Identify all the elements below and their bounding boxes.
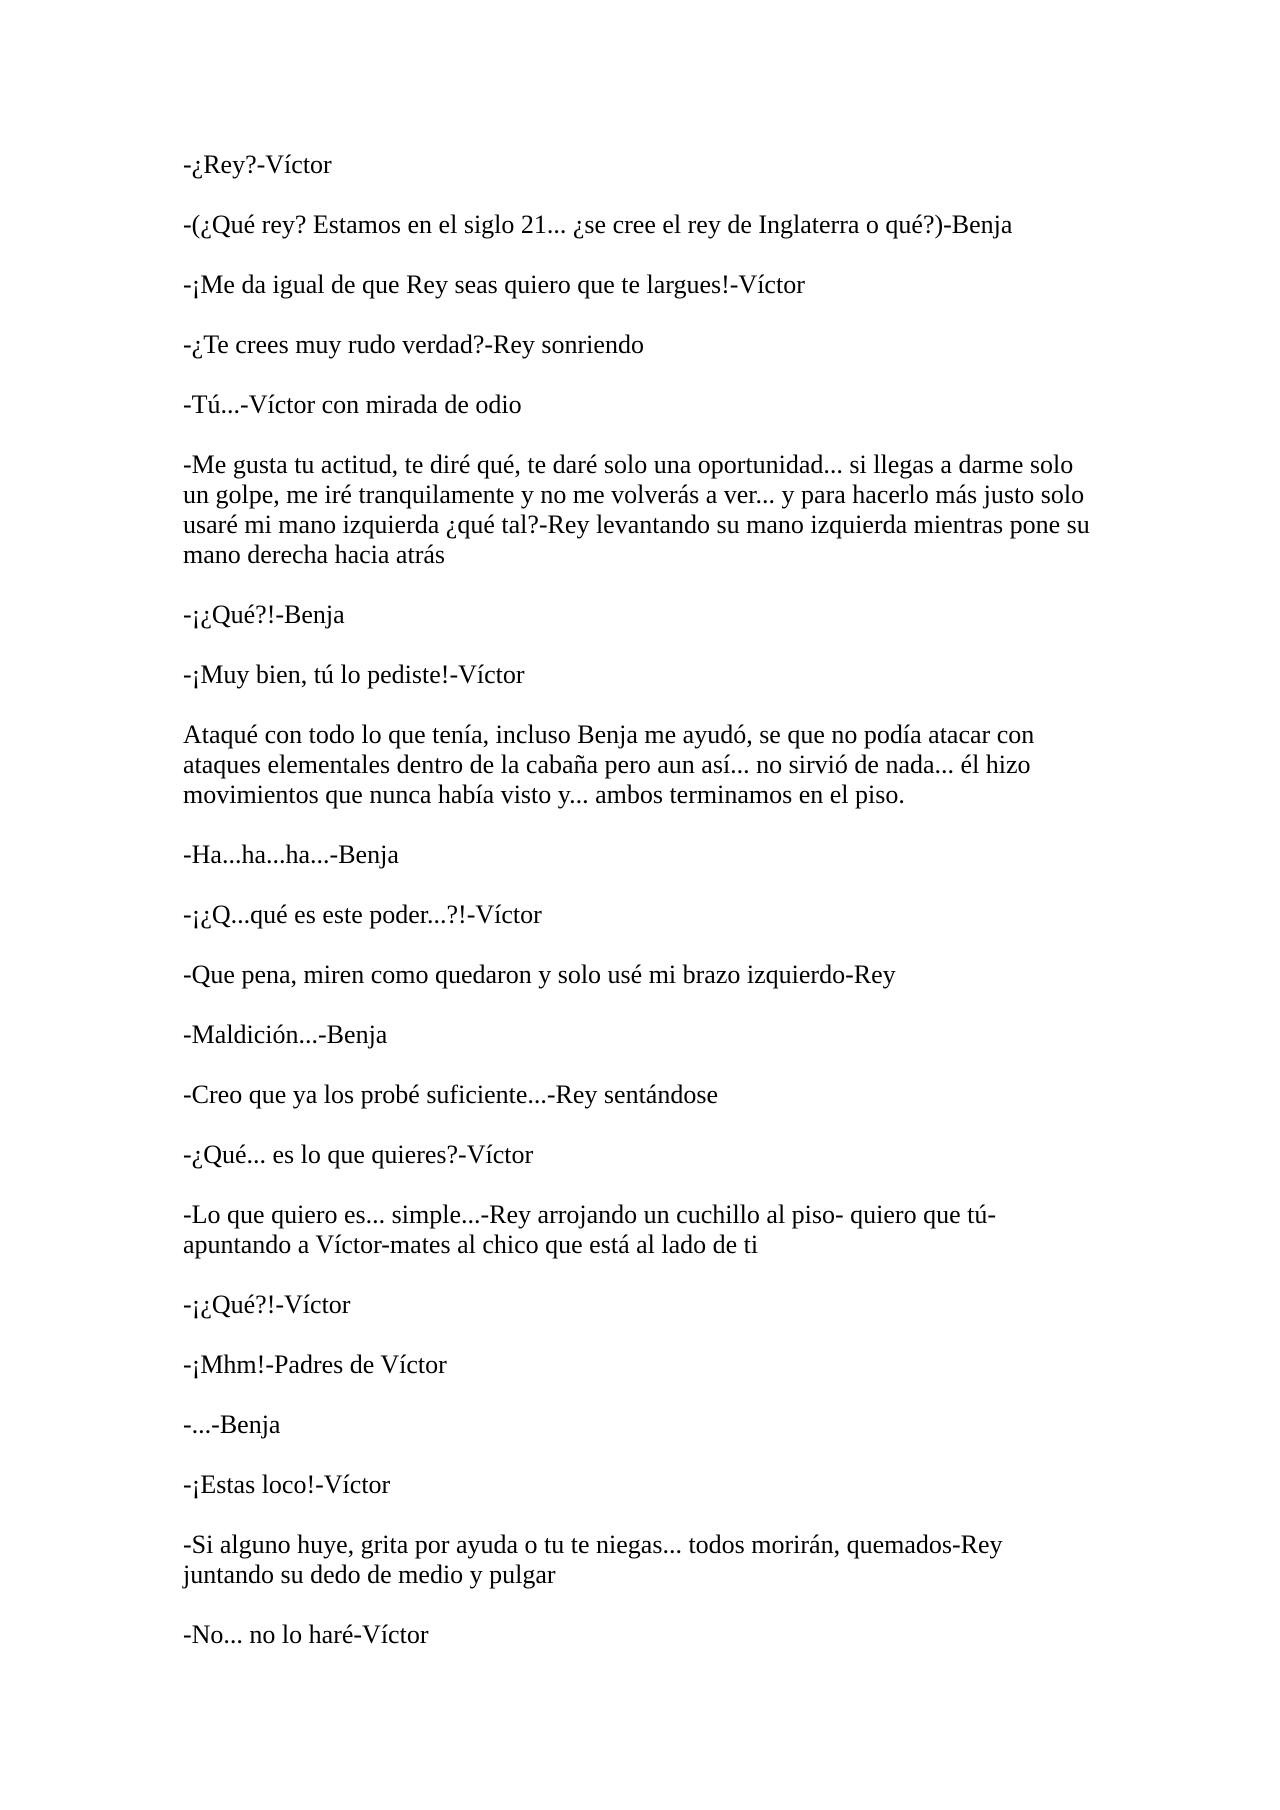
paragraph: -...-Benja <box>183 1410 281 1439</box>
paragraph: -¿Rey?-Víctor <box>183 150 332 179</box>
paragraph: -Si alguno huye, grita por ayuda o tu te niegas... todos morirán, quemados-Rey juntando su dedo de medio y pulgar <box>183 1530 1003 1589</box>
paragraph: -Tú...-Víctor con mirada de odio <box>183 390 522 419</box>
paragraph: -¡Estas loco!-Víctor <box>183 1470 391 1499</box>
paragraph: -¿Qué... es lo que quieres?-Víctor <box>183 1140 534 1169</box>
paragraph: -Me gusta tu actitud, te diré qué, te daré solo una oportunidad... si llegas a darme solo un golpe, me iré tranquilamente y no me volverás a ver... y para hacerlo más justo solo usaré mi mano izquierda ¿qué tal?-Rey levantando su mano izquierda mientras pone su mano derecha hacia atrás <box>183 450 1090 569</box>
paragraph: -Lo que quiero es... simple...-Rey arrojando un cuchillo al piso- quiero que tú-apuntando a Víctor-mates al chico que está al lado de ti <box>183 1200 997 1259</box>
paragraph: -Maldición...-Benja <box>183 1020 388 1049</box>
paragraph: Ataqué con todo lo que tenía, incluso Benja me ayudó, se que no podía atacar con ataques elementales dentro de la cabaña pero aun así... no sirvió de nada... él hizo movimientos que nunca había visto y... ambos terminamos en el piso. <box>183 720 1035 809</box>
paragraph: -No... no lo haré-Víctor <box>183 1620 429 1649</box>
paragraph: -(¿Qué rey? Estamos en el siglo 21... ¿se cree el rey de Inglaterra o qué?)-Benja <box>183 210 1013 239</box>
paragraph: -¿Te crees muy rudo verdad?-Rey sonriendo <box>183 330 644 359</box>
paragraph: -¡Muy bien, tú lo pediste!-Víctor <box>183 660 525 689</box>
paragraph: -¡¿Qué?!-Víctor <box>183 1290 351 1319</box>
paragraph: -¡¿Q...qué es este poder...?!-Víctor <box>183 900 542 929</box>
paragraph: -Ha...ha...ha...-Benja <box>183 840 399 869</box>
paragraph: -¡Mhm!-Padres de Víctor <box>183 1350 447 1379</box>
paragraph: -¡Me da igual de que Rey seas quiero que te largues!-Víctor <box>183 270 805 299</box>
paragraph: -Que pena, miren como quedaron y solo usé mi brazo izquierdo-Rey <box>183 960 896 989</box>
paragraph: -¡¿Qué?!-Benja <box>183 600 345 629</box>
document-text <box>183 150 1098 1680</box>
paragraph: -Creo que ya los probé suficiente...-Rey sentándose <box>183 1080 719 1109</box>
